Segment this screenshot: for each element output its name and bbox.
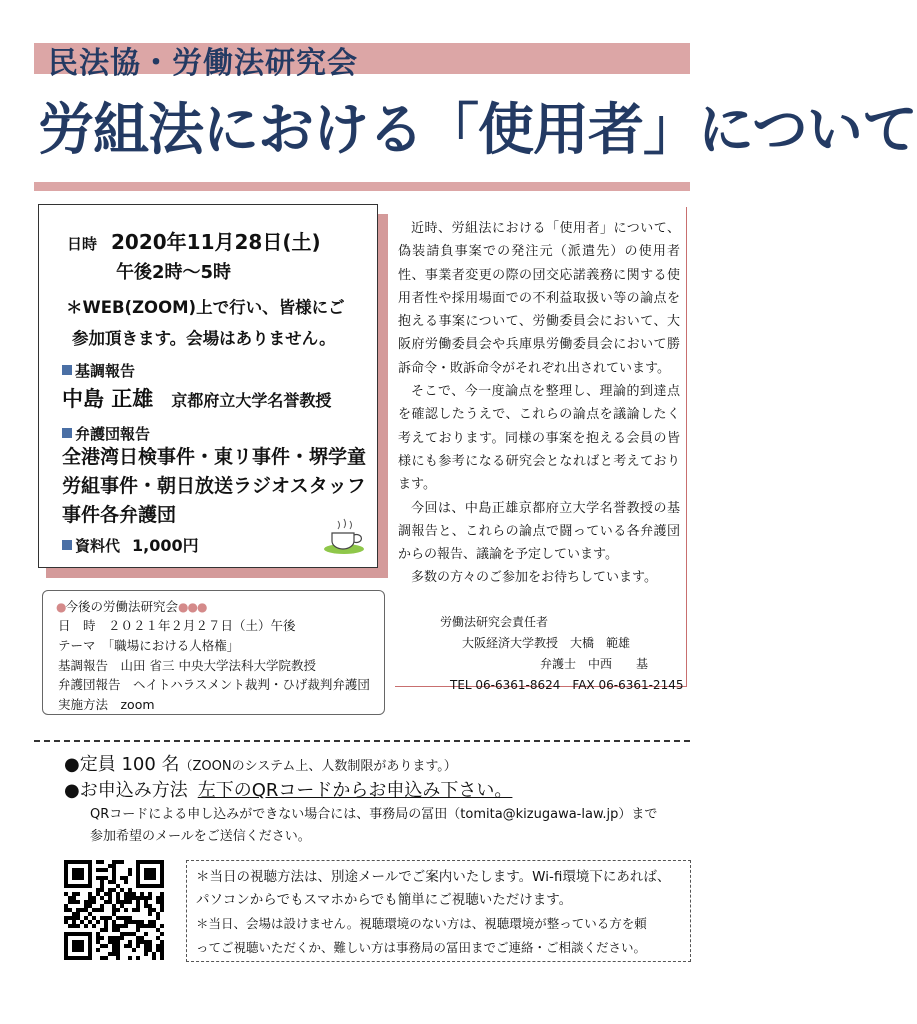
section-divider (34, 740, 690, 742)
viewing-line: ＊当日の視聴方法は、別途メールでご案内いたします。Wi-fi環境下にあれば、 (196, 869, 671, 885)
bullet-icon: ● (64, 754, 80, 775)
web-notice-line2: 参加頂きます。会場はありません。 (72, 329, 336, 348)
title-underline (34, 182, 690, 191)
event-date (67, 226, 321, 255)
future-meeting-details (58, 616, 370, 715)
date-label: 日時 (67, 235, 98, 253)
cases-line: 事件各弁護団 (62, 504, 177, 526)
intro-paragraph: 今回は、中島正雄京都府立大学名誉教授の基調報告と、これらの論点で闘っている各弁護団からの報告、議論を予定しています。 (398, 500, 680, 563)
responsible-person: 弁護士 中西 基 (540, 657, 649, 671)
organizer-title: 民法協・労働法研究会 (48, 46, 358, 81)
intro-paragraph: そこで、今一度論点を整理し、理論的到達点を確認したうえで、これらの論点を議論したく考えております。同様の事案を抱える会員の皆様にも参考になる研究会となればと考えております。 (398, 384, 680, 493)
event-time: 午後2時～5時 (116, 262, 232, 283)
fee-label: 資料代 (75, 537, 121, 555)
speaker-name: 中島 正雄 (62, 387, 154, 411)
qr-alternative-note: QRコードによる申し込みができない場合には、事務局の冨田（tomita@kizugawa-law.jp）まで 参加希望のメールをご送信ください。 (90, 807, 658, 844)
intro-paragraph: 多数の方々のご参加をお待ちしています。 (411, 570, 657, 586)
apply-instruction: 左下のQRコードからお申込み下さい。 (197, 780, 513, 801)
future-line: 基調報告 山田 省三 中央大学法科大学院教授 (58, 657, 316, 673)
contact-numbers: TEL 06-6361-8624 FAX 06-6361-2145 (450, 678, 684, 692)
capacity (64, 750, 457, 776)
intro-paragraph: 近時、労組法における「使用者」について、偽装請負事案での発注元（派遣先）の使用者性、事業者変更の際の団交応諾義務に関する使用者性や採用場面での不利益取扱い等の論点を抱える事案について、労働委員会において、大阪府労働委員会や兵庫県労働委員会において勝訴命令・敗訴命令がそれぞれ出されています。 (398, 221, 680, 376)
viewing-line: ＊当日、会場は設けません。視聴環境のない方は、視聴環境が整っている方を頼 (196, 916, 647, 932)
square-bullet-icon (62, 365, 72, 375)
cases-line: 全港湾日検事件・東リ事件・堺学童 (62, 446, 367, 468)
keynote-label: 基調報告 (62, 360, 135, 381)
future-meeting-title: ●今後の労働法研究会●●● (56, 599, 207, 614)
responsible-person: 大阪経済大学教授 大橋 範雄 (462, 636, 631, 650)
dot-icon: ●●● (178, 600, 207, 614)
web-notice (66, 292, 345, 354)
speaker-affiliation: 京都府立大学名誉教授 (171, 391, 332, 410)
responsible-persons (440, 612, 683, 696)
future-line: テーマ 「職場における人格権」 (58, 637, 240, 653)
web-notice-line1: ＊WEB(ZOOM)上で行い、皆様にご (66, 298, 345, 317)
future-line: 弁護団報告 ヘイトハラスメント裁判・ひげ裁判弁護団 (58, 677, 370, 693)
fee (62, 533, 199, 556)
responsible-title: 労働法研究会責任者 (440, 615, 549, 629)
viewing-line: ってご視聴いただくか、難しい方は事務局の冨田までご連絡・ご相談ください。 (196, 939, 647, 955)
fee-amount: 1,000円 (132, 536, 199, 555)
capacity-note: （ZOONのシステム上、人数制限があります。） (179, 759, 457, 774)
qr-code[interactable] (64, 860, 164, 960)
future-line: 実施方法 zoom (58, 697, 155, 713)
viewing-line: パソコンからでもスマホからでも簡単にご視聴いただけます。 (196, 892, 573, 909)
speaker (62, 383, 331, 413)
intro-text (398, 217, 680, 590)
lawyers-label: 弁護団報告 (62, 423, 150, 444)
cases-list (62, 443, 366, 530)
viewing-info (196, 866, 670, 959)
dot-icon: ● (56, 600, 66, 614)
apply-method (64, 776, 512, 802)
apply-label: お申込み方法 (79, 780, 188, 801)
page-title: 労組法における「使用者」について (38, 98, 917, 163)
cases-line: 労組事件・朝日放送ラジオスタッフ (62, 475, 366, 497)
coffee-cup-icon (322, 513, 368, 557)
square-bullet-icon (62, 428, 72, 438)
date-value: 2020年11月28日(土) (111, 230, 321, 254)
bullet-icon: ● (64, 780, 80, 801)
capacity-main: 定員 100 名 (79, 754, 180, 775)
future-line: 日 時 ２０２１年２月２７日（土）午後 (58, 618, 296, 633)
square-bullet-icon (62, 540, 72, 550)
